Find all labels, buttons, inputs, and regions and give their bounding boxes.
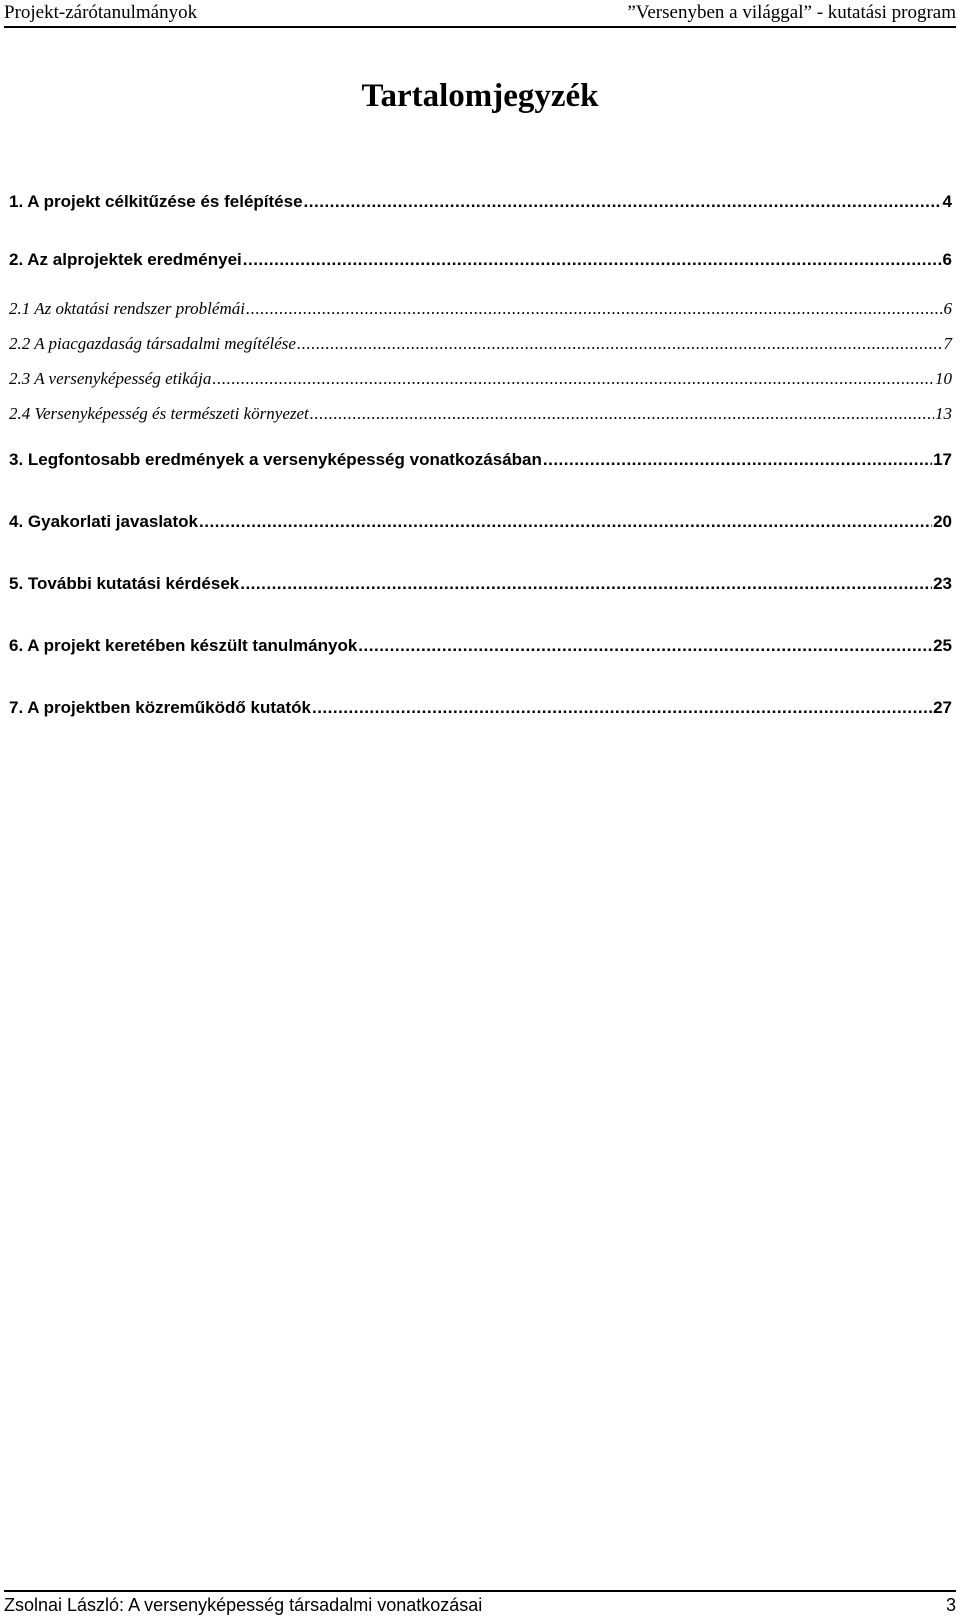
toc-entry-page: 4 xyxy=(942,192,952,211)
toc-entry-2-3[interactable] xyxy=(9,369,952,389)
toc-leader-dots xyxy=(310,404,934,424)
toc-entry-label: 4. Gyakorlati javaslatok xyxy=(9,512,198,531)
toc-entry-page: 7 xyxy=(943,334,952,353)
toc-leader-dots xyxy=(312,698,932,718)
toc-entry-1[interactable] xyxy=(9,192,952,212)
toc-entry-label: 6. A projekt keretében készült tanulmányok xyxy=(9,636,358,655)
toc-entry-2-4[interactable] xyxy=(9,404,952,424)
page-footer xyxy=(4,1590,956,1619)
toc-entry-label: 2.1 Az oktatási rendszer problémái xyxy=(9,299,245,318)
footer-page-number: 3 xyxy=(945,1595,956,1615)
toc-leader-dots xyxy=(297,334,943,354)
toc-entry-label: 1. A projekt célkitűzése és felépítése xyxy=(9,192,303,211)
toc-entry-5[interactable] xyxy=(9,574,952,594)
toc-leader-dots xyxy=(243,250,942,270)
toc-leader-dots xyxy=(240,574,932,594)
footer-left-text: Zsolnai László: A versenyképesség társadalmi vonatkozásai xyxy=(4,1595,483,1615)
toc-entry-page: 23 xyxy=(933,574,952,593)
toc-entry-page: 27 xyxy=(933,698,952,717)
toc-leader-dots xyxy=(246,299,943,319)
toc-entry-7[interactable] xyxy=(9,698,952,718)
toc-entry-label: 5. További kutatási kérdések xyxy=(9,574,240,593)
toc-entry-label: 7. A projektben közreműködő kutatók xyxy=(9,698,311,717)
toc-entry-label: 2.4 Versenyképesség és természeti környezet xyxy=(9,404,309,423)
toc-entry-3[interactable] xyxy=(9,450,952,470)
toc-entry-page: 10 xyxy=(935,369,952,388)
toc-entry-2-1[interactable] xyxy=(9,299,952,319)
header-left-text: Projekt-zárótanulmányok xyxy=(4,2,198,23)
toc-entry-page: 6 xyxy=(943,299,952,318)
toc-leader-dots xyxy=(212,369,934,389)
toc-leader-dots xyxy=(543,450,932,470)
toc-entry-label: 3. Legfontosabb eredmények a versenyképesség vonatkozásában xyxy=(9,450,542,469)
toc-entry-page: 13 xyxy=(935,404,952,423)
toc-entry-page: 6 xyxy=(942,250,952,269)
toc-leader-dots xyxy=(304,192,942,212)
page-title: Tartalomjegyzék xyxy=(361,78,599,114)
toc-entry-page: 17 xyxy=(933,450,952,469)
toc-entry-4[interactable] xyxy=(9,512,952,532)
toc-entry-page: 25 xyxy=(933,636,952,655)
toc-entry-label: 2. Az alprojektek eredményei xyxy=(9,250,242,269)
toc-entry-6[interactable] xyxy=(9,636,952,656)
toc-entry-label: 2.2 A piacgazdaság társadalmi megítélése xyxy=(9,334,296,353)
toc-entry-page: 20 xyxy=(933,512,952,531)
toc-entry-2-2[interactable] xyxy=(9,334,952,354)
page-header xyxy=(4,0,956,28)
toc-leader-dots xyxy=(199,512,932,532)
toc-entry-label: 2.3 A versenyképesség etikája xyxy=(9,369,212,388)
header-right-text: ”Versenyben a világgal” - kutatási program xyxy=(627,2,956,23)
toc-entry-2[interactable] xyxy=(9,250,952,270)
toc-leader-dots xyxy=(358,636,932,656)
